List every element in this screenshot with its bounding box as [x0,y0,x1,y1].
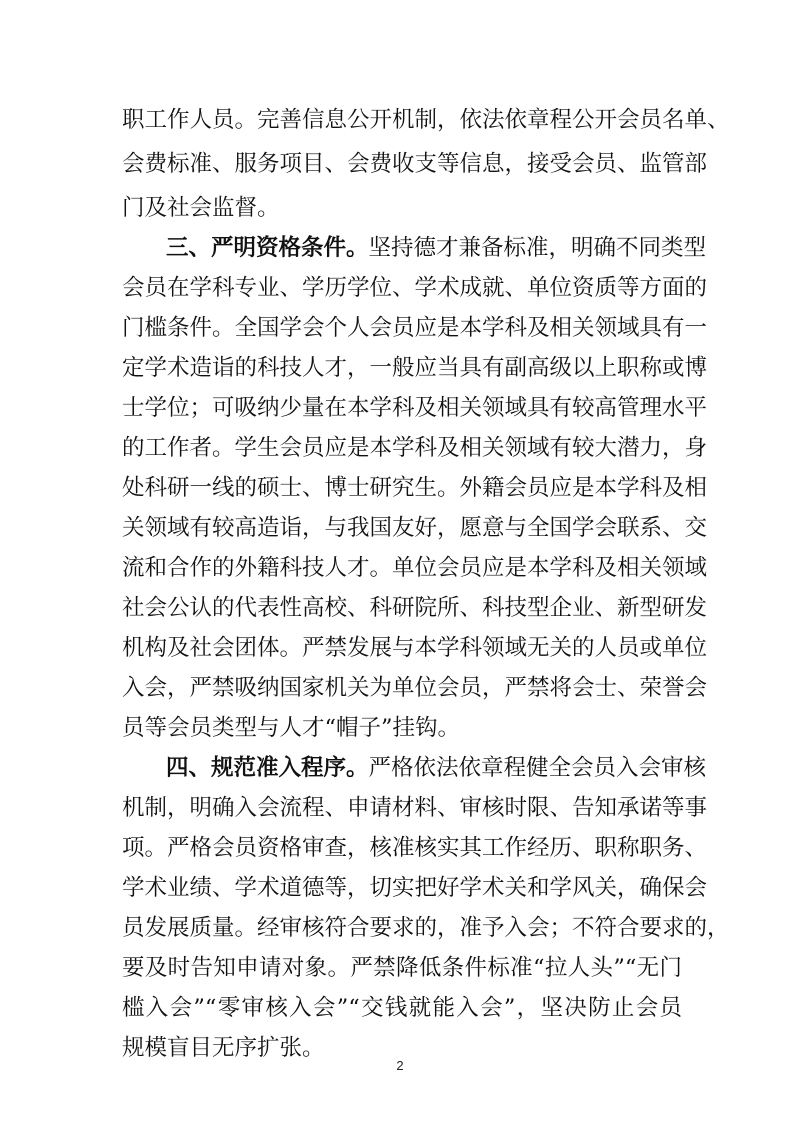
body-line: 门槛条件。全国学会个人会员应是本学科及相关领域具有一 [122,315,708,341]
body-line: 机构及社会团体。严禁发展与本学科领域无关的人员或单位 [122,635,708,661]
body-line: 关领域有较高造诣，与我国友好，愿意与全国学会联系、交 [122,515,708,541]
section-lead-text: 严格依法依章程健全会员入会审核 [368,755,707,781]
body-line: 入会，严禁吸纳国家机关为单位会员，严禁将会士、荣誉会 [122,675,708,701]
body-line: 员等会员类型与人才“帽子”挂钩。 [122,715,461,741]
body-line: 职工作人员。完善信息公开机制，依法依章程公开会员名单、 [122,107,730,133]
body-line: 机制，明确入会流程、申请材料、审核时限、告知承诺等事 [122,795,708,821]
body-line: 会员在学科专业、学历学位、学术成就、单位资质等方面的 [122,275,708,301]
section-heading-qualifications: 三、严明资格条件。 [166,235,369,261]
body-line: 流和合作的外籍科技人才。单位会员应是本学科及相关领域 [122,555,708,581]
body-line: 要及时告知申请对象。严禁降低条件标准“拉人头”“无门 [122,955,682,981]
section-first-line [166,228,707,268]
body-line: 会费标准、服务项目、会费收支等信息，接受会员、监管部 [122,151,708,177]
body-line: 门及社会监督。 [122,195,280,221]
body-line: 定学术造诣的科技人才，一般应当具有副高级以上职称或博 [122,355,708,381]
body-line: 处科研一线的硕士、博士研究生。外籍会员应是本学科及相 [122,475,708,501]
page-number: 2 [396,1058,404,1073]
body-line: 项。严格会员资格审查，核准核实其工作经历、职称职务、 [122,835,708,861]
section-first-line [166,748,707,788]
section-lead-text: 坚持德才兼备标准，明确不同类型 [368,235,707,261]
section-heading-admission: 四、规范准入程序。 [166,755,369,781]
body-line: 员发展质量。经审核符合要求的，准予入会；不符合要求的， [122,915,730,941]
body-line: 规模盲目无序扩张。 [122,1035,325,1061]
body-line: 槛入会”“零审核入会”“交钱就能入会”，坚决防止会员 [122,995,682,1021]
body-line: 的工作者。学生会员应是本学科及相关领域有较大潜力，身 [122,435,708,461]
body-line: 社会公认的代表性高校、科研院所、科技型企业、新型研发 [122,595,708,621]
body-line: 士学位；可吸纳少量在本学科及相关领域具有较高管理水平 [122,395,708,421]
body-line: 学术业绩、学术道德等，切实把好学术关和学风关，确保会 [122,875,708,901]
